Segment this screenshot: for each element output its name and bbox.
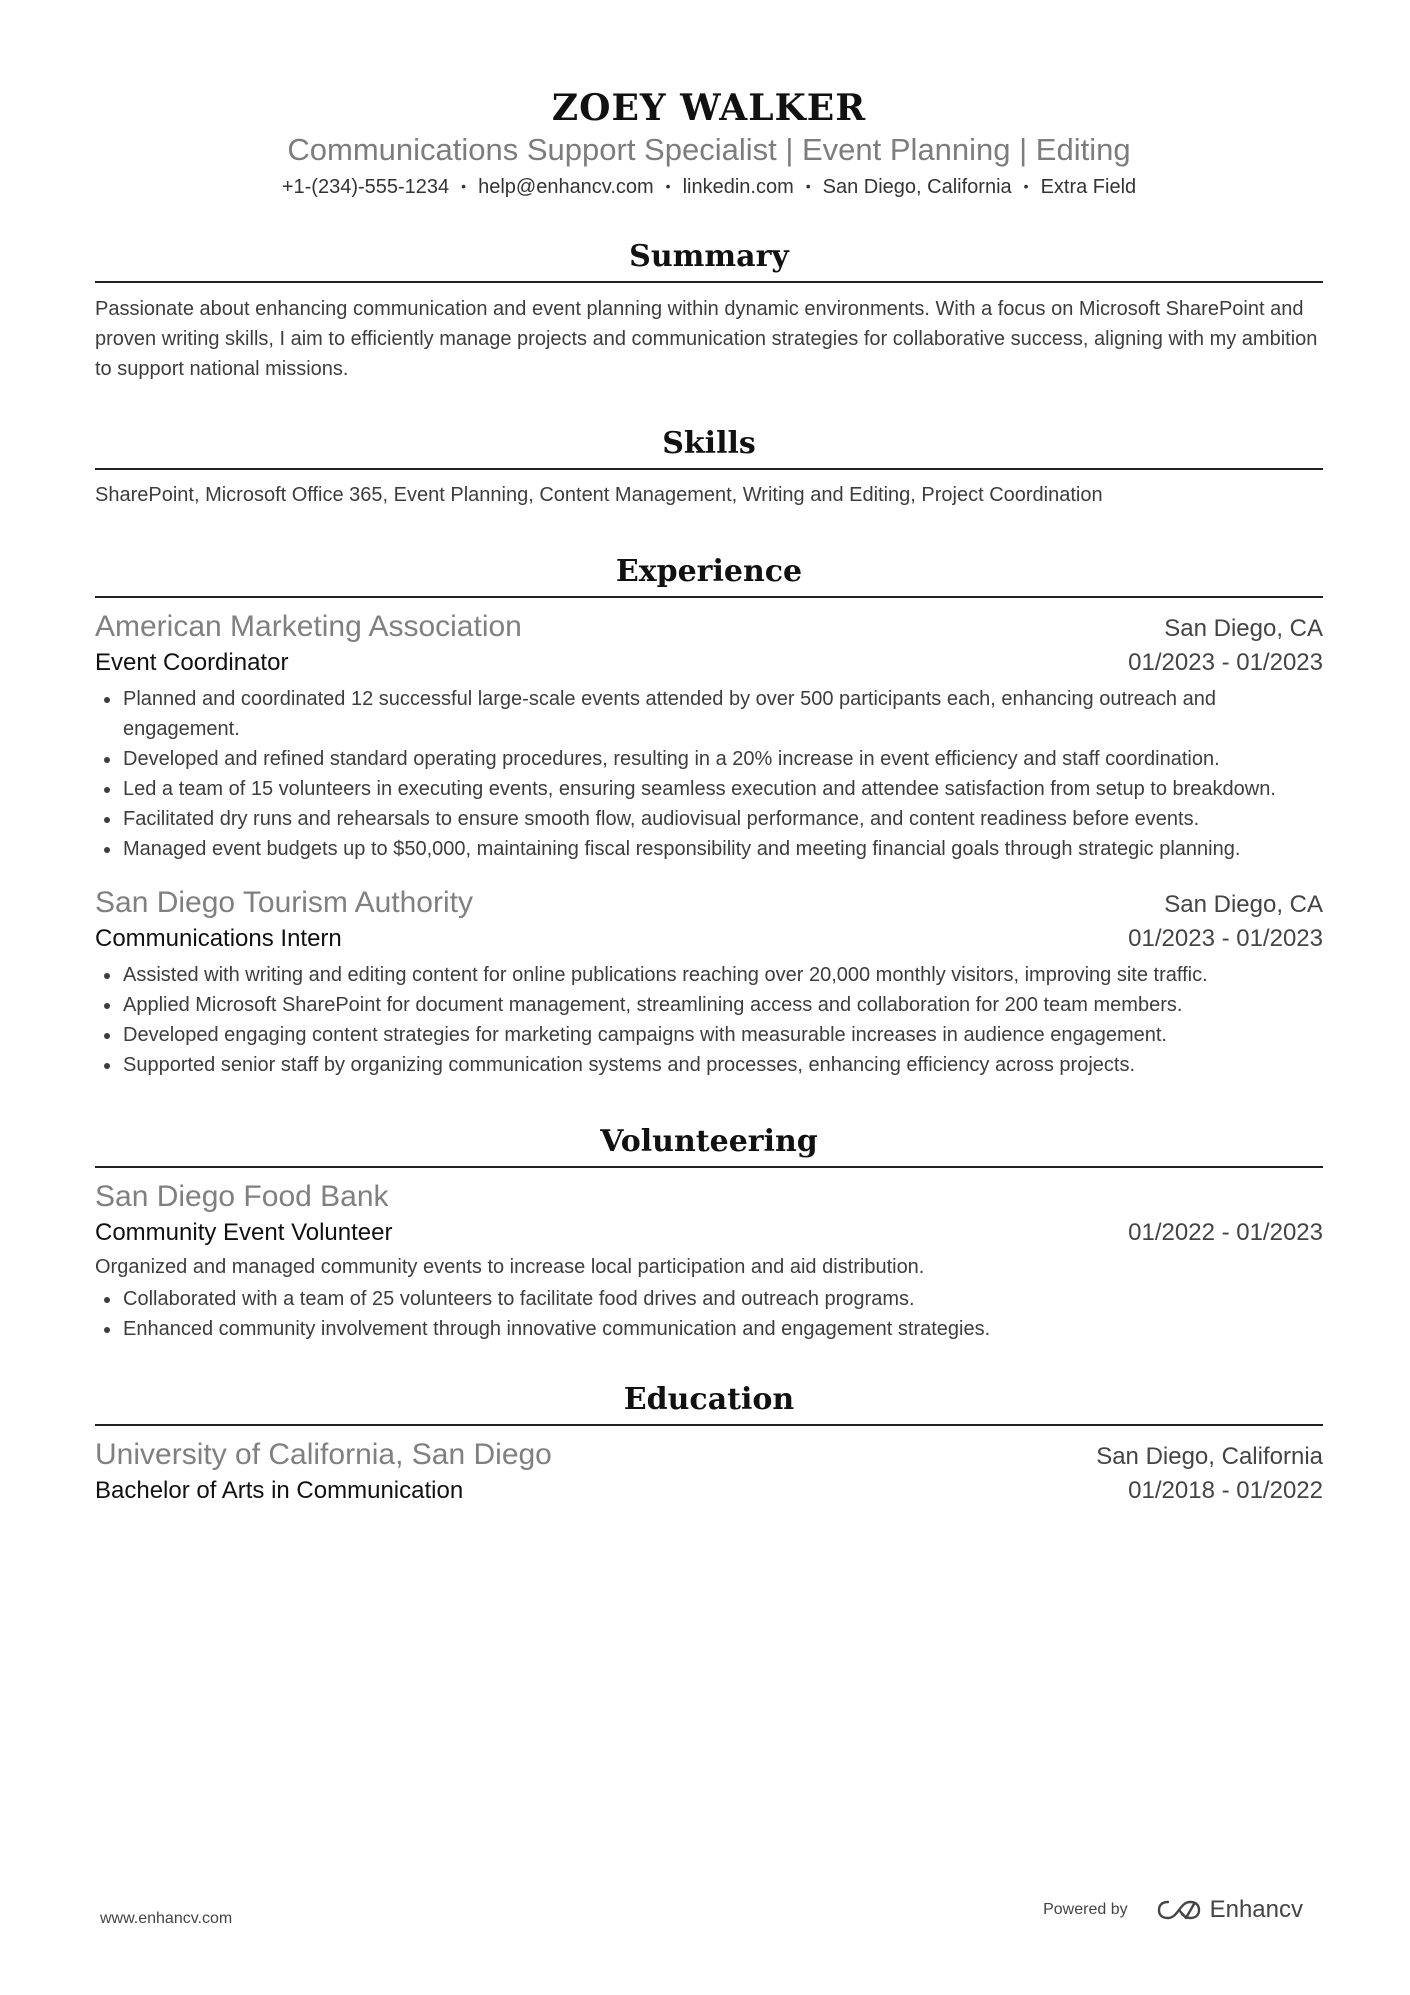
- list-item: Enhanced community involvement through innovative communication and engagement strategies.: [95, 1314, 1323, 1344]
- volunteer-description: Organized and managed community events to increase local participation and aid distribution.: [95, 1256, 925, 1278]
- resume-page: [95, 0, 1323, 1508]
- list-item: Collaborated with a team of 25 volunteers to facilitate food drives and outreach programs.: [95, 1284, 1323, 1314]
- list-item: Developed engaging content strategies for marketing campaigns with measurable increases in audience engagement.: [95, 1020, 1323, 1050]
- experience-section: [95, 552, 1323, 1080]
- volunteering-section: [95, 1122, 1323, 1344]
- job-dates: 01/2023 - 01/2023: [1128, 925, 1323, 952]
- list-item: Planned and coordinated 12 successful large-scale events attended by over 500 participants each, enhancing outreach and engagement.: [95, 684, 1323, 744]
- footer-website-link[interactable]: www.enhancv.com: [100, 1910, 233, 1927]
- list-item: Facilitated dry runs and rehearsals to ensure smooth flow, audiovisual performance, and content readiness before events.: [95, 804, 1323, 834]
- list-item: Assisted with writing and editing content for online publications reaching over 20,000 monthly visitors, improving site traffic.: [95, 960, 1323, 990]
- section-title-volunteering: Volunteering: [600, 1124, 818, 1159]
- powered-by-label: Powered by: [1043, 1901, 1128, 1918]
- organization-name: San Diego Food Bank: [95, 1180, 389, 1213]
- volunteer-bullets: [95, 1284, 1323, 1344]
- school-name: University of California, San Diego: [95, 1438, 552, 1471]
- phone: +1-(234)-555-1234: [281, 176, 450, 198]
- list-item: Led a team of 15 volunteers in executing events, ensuring seamless execution and attendee satisfaction from setup to breakdown.: [95, 774, 1323, 804]
- contact-separator: •: [805, 178, 811, 194]
- contact-separator: •: [1023, 178, 1029, 194]
- company-name: American Marketing Association: [95, 610, 522, 643]
- brand-name: Enhancv: [1209, 1896, 1303, 1923]
- location: San Diego, California: [822, 176, 1012, 198]
- skills-section: [95, 424, 1323, 510]
- job-title: Communications Intern: [95, 925, 342, 952]
- section-divider: [95, 1166, 1323, 1168]
- job-bullets: [95, 960, 1323, 1080]
- section-divider: [95, 468, 1323, 470]
- list-item: Developed and refined standard operating procedures, resulting in a 20% increase in event efficiency and staff coordination.: [95, 744, 1323, 774]
- experience-entry: [95, 608, 1323, 864]
- section-title-education: Education: [623, 1382, 795, 1417]
- job-location: San Diego, CA: [1164, 891, 1323, 918]
- list-item: Applied Microsoft SharePoint for document management, streamlining access and collaboration for 200 team members.: [95, 990, 1323, 1020]
- education-section: [95, 1380, 1323, 1508]
- school-location: San Diego, California: [1096, 1443, 1323, 1470]
- section-divider: [95, 1424, 1323, 1426]
- company-name: San Diego Tourism Authority: [95, 886, 473, 919]
- experience-entry: [95, 884, 1323, 1080]
- volunteering-entry: [95, 1178, 1323, 1344]
- footer-branding: [1043, 1896, 1303, 1924]
- education-entry: [95, 1436, 1323, 1508]
- volunteer-role: Community Event Volunteer: [95, 1219, 393, 1246]
- enhancv-brand[interactable]: [1156, 1896, 1303, 1924]
- education-dates: 01/2018 - 01/2022: [1128, 1477, 1323, 1504]
- summary-section: [95, 237, 1323, 384]
- section-title-experience: Experience: [615, 554, 803, 589]
- job-title: Event Coordinator: [95, 649, 289, 676]
- skills-text: SharePoint, Microsoft Office 365, Event Planning, Content Management, Writing and Editing, Project Coordination: [95, 484, 1103, 506]
- contact-separator: •: [461, 178, 467, 194]
- job-location: San Diego, CA: [1164, 615, 1323, 642]
- volunteer-dates: 01/2022 - 01/2023: [1128, 1219, 1323, 1246]
- list-item: Supported senior staff by organizing communication systems and processes, enhancing efficiency across projects.: [95, 1050, 1323, 1080]
- section-title-summary: Summary: [629, 239, 789, 274]
- contact-line: [95, 172, 1323, 201]
- summary-text: Passionate about enhancing communication and event planning within dynamic environments. With a focus on Microsoft SharePoint and proven writing skills, I aim to efficiently manage projects and communication strategies for collaborative success, aligning with my ambition to support national missions.: [95, 298, 1318, 380]
- email-link[interactable]: help@enhancv.com: [478, 176, 654, 198]
- section-title-skills: Skills: [662, 426, 756, 461]
- list-item: Managed event budgets up to $50,000, maintaining fiscal responsibility and meeting financial goals through strategic planning.: [95, 834, 1323, 864]
- extra-field: Extra Field: [1040, 176, 1137, 198]
- job-dates: 01/2023 - 01/2023: [1128, 649, 1323, 676]
- linkedin-link[interactable]: linkedin.com: [682, 176, 794, 198]
- candidate-headline: Communications Support Specialist | Event Planning | Editing: [287, 132, 1131, 167]
- degree: Bachelor of Arts in Communication: [95, 1477, 464, 1504]
- contact-separator: •: [665, 178, 671, 194]
- job-bullets: [95, 684, 1323, 864]
- section-divider: [95, 281, 1323, 283]
- enhancv-logo-icon: [1156, 1898, 1202, 1922]
- section-divider: [95, 596, 1323, 598]
- candidate-name: ZOEY WALKER: [551, 87, 867, 129]
